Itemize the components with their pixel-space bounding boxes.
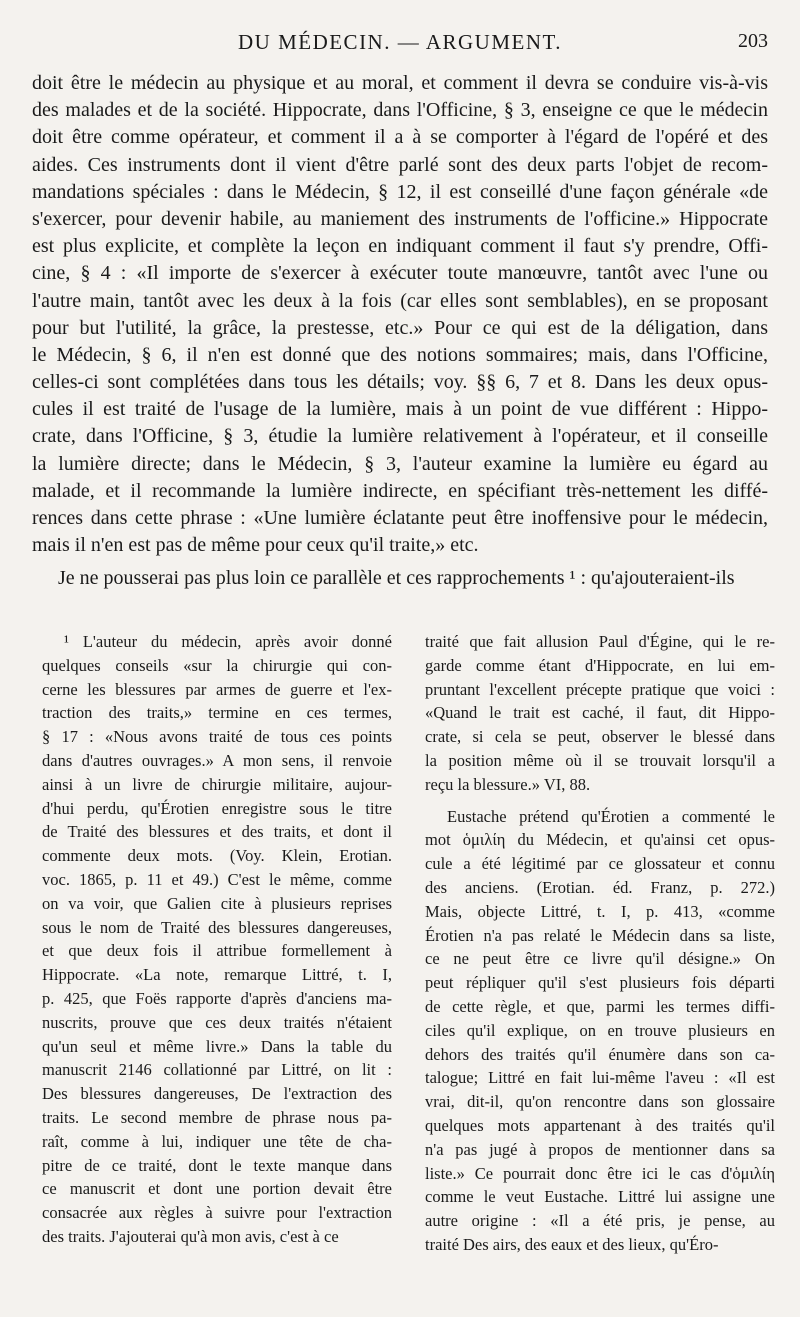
text-line: celles-ci sont complétées dans tous les détails; voy. §§ 6, 7 et 8. Dans les deux opus-	[32, 371, 768, 394]
footnote-line: peut répliquer qu'il s'est plusieurs fois départi	[425, 973, 775, 993]
footnote-line: traction des traits,» termine en ces termes,	[42, 703, 392, 723]
text-line: cine, § 4 : «Il importe de s'exercer à exécuter toute manœuvre, tantôt avec l'une ou	[32, 262, 768, 285]
footnote-line: talogue; Littré en fait lui-même l'aveu : «Il est	[425, 1068, 775, 1088]
text-line: rences dans cette phrase : «Une lumière éclatante peut être inoffensive pour le médecin,	[32, 507, 768, 529]
text-line: le Médecin, § 6, il n'en est donné que des notions sommaires; mais, dans l'Officine,	[32, 343, 768, 366]
footnote-line: garde comme étant d'Hippocrate, en lui em-	[425, 655, 775, 675]
text-line: doit être comme opérateur, et comment il a à se comporter à l'égard de l'opéré et des	[32, 126, 768, 149]
footnote-line: Hippocrate. «La note, remarque Littré, t. I,	[42, 965, 392, 985]
text-line: doit être le médecin au physique et au moral, et comment il devra se conduire vis-à-vis	[32, 72, 768, 94]
footnote-line: traité Des airs, des eaux et des lieux, qu'Éro-	[425, 1234, 719, 1254]
footnote-column-left	[42, 630, 392, 1249]
text-line: pour but l'utilité, la grâce, la prestesse, etc.» Pour ce qui est de la déligation, dans	[32, 316, 768, 339]
footnote-line: comme le veut Eustache. Littré lui assigne une	[425, 1187, 775, 1207]
text-line: est plus explicite, et complète la leçon en indiquant comment il faut s'y prendre, Offi-	[32, 235, 768, 258]
footnote-line: cule a été légitimé par ce glossateur et connu	[425, 854, 775, 874]
footnote-line: quelques mots appartenant à des traités qu'il	[425, 1115, 775, 1135]
footnote-line: consacrée aux règles à suivre pour l'extraction	[42, 1203, 392, 1223]
text-line: Je ne pousserai pas plus loin ce parallèle et ces rapprochements ¹ : qu'ajouteraient-ils	[58, 567, 735, 590]
footnote-line: Mais, objecte Littré, t. I, p. 413, «comme	[425, 901, 775, 921]
footnote-line: ce manuscrit et dont une portion devait être	[42, 1179, 392, 1199]
footnote-line: qu'un seul et même livre.» Dans la table du	[42, 1036, 392, 1056]
text-line: des malades et de la société. Hippocrate, dans l'Officine, § 3, enseigne ce que le médecin	[32, 99, 768, 122]
footnote-line: p. 425, que Foës rapporte d'après d'anciens ma-	[42, 988, 392, 1008]
footnote-line: d'hui perdu, qu'Érotien enregistre sous le titre	[42, 798, 392, 818]
text-line: crate, dans l'Officine, § 3, étudie la lumière relativement à l'opérateur, et il conseille	[32, 425, 768, 448]
footnote-line: voc. 1865, p. 11 et 49.) C'est le même, comme	[42, 869, 392, 889]
text-line: cules il est traité de l'usage de la lumière, mais à un point de vue différent : Hippo-	[32, 398, 768, 421]
text-line: l'autre main, tantôt avec les deux à la fois (car elles sont semblables), en se proposant	[32, 289, 768, 312]
footnote-line: ¹ L'auteur du médecin, après avoir donné	[64, 632, 392, 651]
footnote-line: cerne les blessures par armes de guerre et l'ex-	[42, 679, 392, 699]
footnote-line: Eustache prétend qu'Érotien a commenté le	[447, 806, 775, 826]
footnote-line: quelques conseils «sur la chirurgie qui con-	[42, 655, 392, 675]
page-header	[0, 30, 800, 60]
footnote-line: manuscrit 2146 collationné par Littré, on lit :	[42, 1060, 392, 1080]
footnote-line: vrai, dit-il, qu'on rencontre dans son glossaire	[425, 1092, 775, 1112]
footnote-column-right	[425, 630, 775, 1257]
footnote-line: traité que fait allusion Paul d'Égine, qui le re-	[425, 632, 775, 651]
footnote-line: pitre de ce traité, dont le texte manque dans	[42, 1155, 392, 1175]
footnote-line: on va voir, que Galien cite à plusieurs reprises	[42, 893, 392, 913]
footnote-line: «Quand le trait est caché, il faut, dit Hippo-	[425, 703, 775, 723]
footnote-line: ce ne peut être ce livre qu'il désigne.» On	[425, 949, 775, 969]
text-line: aides. Ces instruments dont il vient d'être parlé sont des deux parts l'objet de recom-	[32, 153, 768, 176]
footnote-line: nuscrits, prouve que ces deux traités n'étaient	[42, 1012, 392, 1032]
footnote-line: liste.» Ce pourrait donc être ici le cas d'ὁμιλίη	[425, 1163, 775, 1183]
footnote-line: crate, si cela se peut, observer le blessé dans	[425, 727, 775, 747]
footnote-line: § 17 : «Nous avons traité de tous ces points	[42, 727, 392, 747]
footnote-line: raît, comme à lui, indiquer une tête de cha-	[42, 1131, 392, 1151]
footnote-line: Des blessures dangereuses, De l'extraction des	[42, 1084, 392, 1104]
footnote-line: dans d'autres ouvrages.» A mon sens, il renvoie	[42, 750, 392, 770]
running-head: DU MÉDECIN. — ARGUMENT.	[237, 30, 563, 54]
footnote-line: commente deux mots. (Voy. Klein, Erotian.	[42, 846, 392, 866]
text-line: malade, et il recommande la lumière indirecte, en spécifiant très-nettement les diffé-	[32, 479, 768, 502]
footnote-line: de cette règle, et que, parmi les termes diffi-	[425, 996, 775, 1016]
footnote-line: autre origine : «Il a été pris, je pense, au	[425, 1211, 775, 1231]
text-line: la lumière directe; dans le Médecin, § 3, l'auteur examine la lumière eu égard au	[32, 452, 768, 475]
footnote-line: n'a pas jugé à propos de mentionner dans sa	[425, 1139, 775, 1159]
footnote-line: ainsi à un livre de chirurgie militaire, aujour-	[42, 774, 392, 794]
footnote-line: Érotien n'a pas relaté le Médecin dans sa liste,	[425, 925, 775, 945]
footnote-line: de Traité des blessures et des traits, et dont il	[42, 822, 392, 842]
text-line: s'exercer, pour devenir habile, au maniement des instruments de l'officine.» Hippocrate	[32, 207, 768, 230]
footnote-line: sous le nom de Traité des blessures dangereuses,	[42, 917, 392, 937]
footnote-line: des traits. J'ajouterai qu'à mon avis, c'est à ce	[42, 1226, 339, 1246]
footnote-line: et que deux fois il attribue formellement à	[42, 941, 392, 961]
footnote-line: mot ὁμιλίη du Médecin, et qu'ainsi cet opus-	[425, 830, 775, 850]
footnote-line: dehors des traités qu'il énumère dans son ca-	[425, 1044, 775, 1064]
footnote-line: ciles qu'il explique, on en trouve plusieurs en	[425, 1020, 775, 1040]
footnote-line: reçu la blessure.» VI, 88.	[425, 774, 591, 794]
text-line: mandations spéciales : dans le Médecin, § 12, il est conseillé d'une façon générale «de	[32, 180, 768, 203]
footnote-line: pruntant l'excellent précepte pratique que voici :	[425, 679, 775, 699]
text-line: mais il n'en est pas de même pour ceux qu'il traite,» etc.	[32, 534, 479, 557]
footnote-line: des anciens. (Erotian. éd. Franz, p. 272.)	[425, 877, 775, 897]
page-number: 203	[738, 30, 768, 52]
main-text	[32, 70, 768, 593]
footnote-line: la position même où il se trouvait lorsqu'il a	[425, 750, 775, 770]
footnote-line: traits. Le second membre de phrase nous pa-	[42, 1107, 392, 1127]
